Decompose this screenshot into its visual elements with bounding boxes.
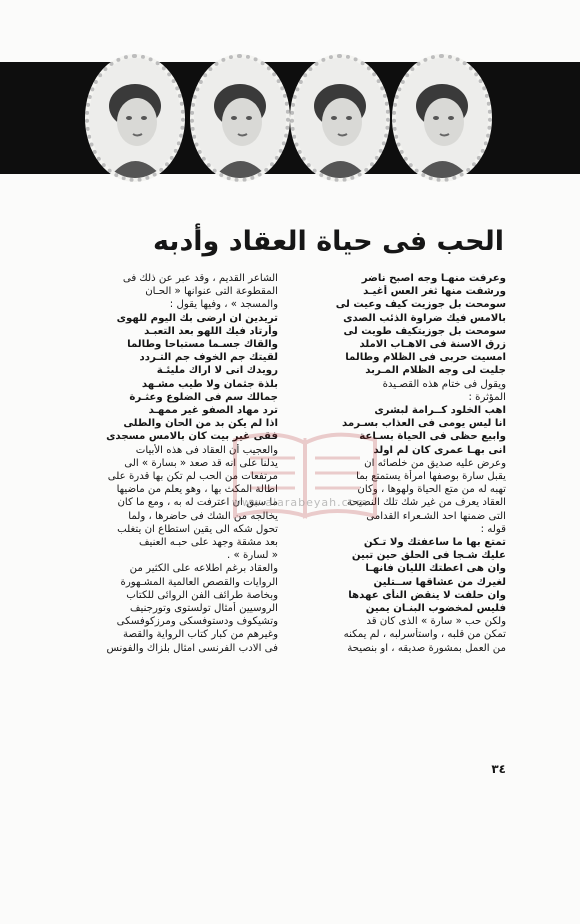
text-line: جليت لى وجه الظلام المـربد xyxy=(365,365,506,377)
text-line: تمكن من قلبه ، واستأسرلبه ، لم يمكنه xyxy=(343,629,506,641)
text-line: والمسجد » ، وفيها يقول : xyxy=(169,299,278,311)
text-line: امسيت حربى فى الظلام وطالما xyxy=(345,352,506,364)
text-line: وغيرهم من كبار كتاب الرواية والقصة xyxy=(123,629,278,641)
text-line: سومحت بل جوزيت كيف وعيت لى xyxy=(335,299,506,311)
text-line: قوله : xyxy=(480,523,506,535)
text-line: ورشفت منها ثغر العس أغيـد xyxy=(363,286,506,298)
portrait-photo xyxy=(85,54,185,182)
text-line: التى ضمنها احد الشـعراء القدامى xyxy=(366,510,506,522)
text-line: والعجيب أن العقاد فى هذه الأبيات xyxy=(135,444,278,456)
text-line: انا ليس يومى فى العذاب بسـرمد xyxy=(342,418,506,430)
text-line: وابيع حظى فى الحياة بسـاعة xyxy=(359,431,506,443)
portrait-photo xyxy=(290,54,390,182)
text-line: تريدين ان ارضى بك اليوم للهوى xyxy=(116,312,278,324)
article-title: الحب فى حياة العقاد وأدبه xyxy=(152,226,504,257)
text-line: تمتع بها ما ساعفتك ولا تـكن xyxy=(363,537,506,549)
text-line: الروسيين أمثال تولستوى وتورجنيف xyxy=(129,603,278,615)
text-line: وان هى اعطتك الليان فانهـا xyxy=(365,563,506,575)
watermark-text: www.alarabeyah.com xyxy=(231,496,369,509)
text-line: المؤثرة : xyxy=(468,391,506,403)
text-line: بالامس فيك ضراوة الذئب الصدى xyxy=(343,312,506,324)
text-line: وأرتاد فيك اللهو بعد التعبـد xyxy=(144,325,278,337)
text-line: لغيرك من عشاقها ســتلين xyxy=(373,576,506,588)
text-line: اهب الخلود كــرامة لبشرى xyxy=(374,405,506,417)
text-line: ترد مهاد الصفو غير ممهـد xyxy=(148,405,278,417)
text-line: يخالجه من الشك فى حاضرها ، ولما xyxy=(128,510,278,522)
text-line: يقبل سارة بوصفها امرأة يستمتع بما xyxy=(356,471,506,483)
text-line: العقاد يعرف من غير شك تلك النصيحة xyxy=(346,497,506,509)
text-line: زرق الاسنة فى الاهـاب الاملد xyxy=(359,339,506,351)
portrait-photo xyxy=(190,54,290,182)
text-line: عليك شـجا فى الحلق حين تبين xyxy=(351,550,506,562)
right-text-column xyxy=(298,272,506,655)
text-line: فقى غير بيت كان بالامس مسجدى xyxy=(106,431,278,443)
text-line: فى الادب الفرنسى امثال بلزاك والفونس xyxy=(106,642,278,654)
text-line: وعرض عليه صديق من خلصائه ان xyxy=(364,457,506,469)
text-line: سومحت بل جوزيتكيف طويت لى xyxy=(343,325,506,337)
text-line: بلذة جثمان ولا طيب مشـهد xyxy=(141,378,278,390)
text-line: انى بهـا عمرى كان لم اولد xyxy=(373,444,506,456)
text-line: وان حلفت لا ينقض النأى عهدها xyxy=(348,589,506,601)
text-line: وعرفت منهـا وجه اصبح ناضر xyxy=(361,273,506,284)
text-line: والعقاد برغم اطلاعه على الكثير من xyxy=(129,563,278,575)
text-line: جمالك سم فى الضلوع وعثـرة xyxy=(129,391,278,403)
text-line: لقيتك جم الخوف جم التـردد xyxy=(139,352,278,364)
page-number: ٣٤ xyxy=(491,762,506,776)
text-line: المقطوعة التى عنوانها « الحـان xyxy=(145,286,278,298)
text-line: من العمل بمشورة صديقه ، او بنصيحة xyxy=(347,642,506,654)
text-line: تحول شكه الى يقين استطاع ان يتغلب xyxy=(117,523,278,535)
text-line: وتشيكوف ودستوفسكى ومرزكوفسكى xyxy=(116,616,278,628)
portrait-photo xyxy=(392,54,492,182)
text-line: والقاك جسـما مستباحا وطالما xyxy=(127,339,278,351)
text-line: ولكن حب « سارة » الذى كان قد xyxy=(366,616,506,628)
text-line: يدلنا على انه قد صعد « بسارة » الى xyxy=(124,457,278,469)
text-line: ما سبق ان اعترفت له به ، ومع ما كان xyxy=(117,497,278,509)
left-text-column xyxy=(78,272,278,655)
text-line: اطالة المكث بها ، وهو يعلم من ماضيها xyxy=(116,484,278,496)
text-line: الشاعر القديم ، وقد عبر عن ذلك فى xyxy=(122,273,278,284)
text-line: وبخاصة طرائف الفن الروائى للكتاب xyxy=(126,589,278,601)
text-line: مرتفعات من الحب لم تكن بها قدرة على xyxy=(107,471,278,483)
text-line: « لسارة » . xyxy=(227,550,278,562)
text-line: فليس لمخضوب البنـان يمين xyxy=(365,603,506,615)
text-line: تهبه له من متع الحياة ولهوها ، وكان xyxy=(357,484,506,496)
text-line: بعد مشقة وجهد على حبـه العنيف xyxy=(138,537,278,549)
text-line: الروايات والقصص العالمية المشـهورة xyxy=(120,576,278,588)
text-line: ويقول فى ختام هذه القصـيدة xyxy=(382,378,506,390)
text-line: رويدك انى لا اراك مليئـة xyxy=(156,365,278,377)
text-line: اذا لم يكن بد من الحان والطلى xyxy=(123,418,278,430)
